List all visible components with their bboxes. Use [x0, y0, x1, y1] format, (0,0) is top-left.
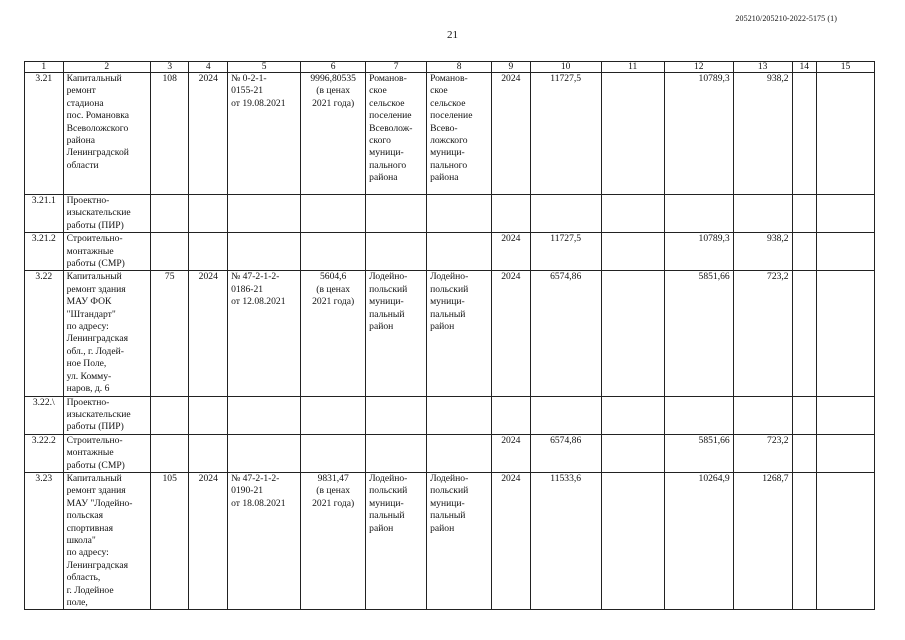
customer-cell: Лодейно- польский муници- пальный район [366, 472, 427, 609]
item-number-cell: 3.21.1 [25, 195, 64, 233]
capacity-cell [150, 396, 189, 434]
funding-year-cell: 2024 [492, 73, 531, 195]
developer-cell [427, 396, 492, 434]
regional-budget-cell: 5851,66 [664, 271, 733, 396]
column-15-cell [816, 396, 874, 434]
program-table [24, 61, 875, 610]
federal-budget-cell [601, 233, 664, 271]
table-row [25, 472, 875, 609]
funding-year-cell [492, 396, 531, 434]
regional-budget-cell: 10264,9 [664, 472, 733, 609]
item-name-cell: Проектно- изыскательские работы (ПИР) [63, 195, 150, 233]
total-amount-cell: 6574,86 [530, 271, 601, 396]
estimated-cost-cell [301, 233, 366, 271]
column-number: 2 [63, 62, 150, 73]
developer-cell [427, 195, 492, 233]
local-budget-cell: 938,2 [733, 233, 792, 271]
expertise-conclusion-cell: № 47-2-1-2- 0190-21 от 18.08.2021 [228, 472, 301, 609]
total-amount-cell [530, 195, 601, 233]
year-cell: 2024 [189, 73, 228, 195]
column-15-cell [816, 233, 874, 271]
item-name-cell: Капитальный ремонт стадиона пос. Романовка Всеволожского района Ленинградской области [63, 73, 150, 195]
estimated-cost-cell: 5604,6 (в ценах 2021 года) [301, 271, 366, 396]
item-name-cell: Капитальный ремонт здания МАУ ФОК "Штандарт" по адресу: Ленинградская обл., г. Лодей- ное Поле, ул. Комму- наров, д. 6 [63, 271, 150, 396]
funding-year-cell: 2024 [492, 472, 531, 609]
year-cell [189, 195, 228, 233]
column-14-cell [792, 472, 816, 609]
expertise-conclusion-cell [228, 233, 301, 271]
total-amount-cell: 11533,6 [530, 472, 601, 609]
item-name-cell: Проектно- изыскательские работы (ПИР) [63, 396, 150, 434]
column-number: 13 [733, 62, 792, 73]
column-number: 7 [366, 62, 427, 73]
expertise-conclusion-cell [228, 396, 301, 434]
developer-cell: Лодейно- польский муници- пальный район [427, 271, 492, 396]
federal-budget-cell [601, 472, 664, 609]
table-row [25, 434, 875, 472]
expertise-conclusion-cell [228, 434, 301, 472]
customer-cell: Лодейно- польский муници- пальный район [366, 271, 427, 396]
column-number: 6 [301, 62, 366, 73]
total-amount-cell: 11727,5 [530, 233, 601, 271]
federal-budget-cell [601, 195, 664, 233]
federal-budget-cell [601, 396, 664, 434]
regional-budget-cell: 5851,66 [664, 434, 733, 472]
federal-budget-cell [601, 271, 664, 396]
funding-year-cell: 2024 [492, 434, 531, 472]
column-14-cell [792, 434, 816, 472]
developer-cell [427, 434, 492, 472]
column-number: 15 [816, 62, 874, 73]
funding-year-cell: 2024 [492, 233, 531, 271]
funding-year-cell [492, 195, 531, 233]
column-number: 14 [792, 62, 816, 73]
capacity-cell: 108 [150, 73, 189, 195]
customer-cell [366, 396, 427, 434]
year-cell [189, 396, 228, 434]
year-cell [189, 233, 228, 271]
customer-cell [366, 434, 427, 472]
year-cell: 2024 [189, 271, 228, 396]
table-row [25, 195, 875, 233]
column-15-cell [816, 195, 874, 233]
capacity-cell [150, 434, 189, 472]
column-number: 10 [530, 62, 601, 73]
developer-cell [427, 233, 492, 271]
total-amount-cell [530, 396, 601, 434]
estimated-cost-cell [301, 195, 366, 233]
column-number: 5 [228, 62, 301, 73]
capacity-cell [150, 233, 189, 271]
total-amount-cell: 11727,5 [530, 73, 601, 195]
local-budget-cell: 1268,7 [733, 472, 792, 609]
regional-budget-cell: 10789,3 [664, 73, 733, 195]
document-id: 205210/205210-2022-5175 (1) [735, 14, 837, 23]
estimated-cost-cell [301, 396, 366, 434]
local-budget-cell: 938,2 [733, 73, 792, 195]
item-number-cell: 3.22 [25, 271, 64, 396]
column-15-cell [816, 271, 874, 396]
item-number-cell: 3.22.\ [25, 396, 64, 434]
capacity-cell: 75 [150, 271, 189, 396]
item-name-cell: Капитальный ремонт здания МАУ "Лодейно- польская спортивная школа" по адресу: Ленинградская область, г. Лодейное поле, [63, 472, 150, 609]
table-row [25, 271, 875, 396]
estimated-cost-cell [301, 434, 366, 472]
capacity-cell [150, 195, 189, 233]
column-15-cell [816, 434, 874, 472]
expertise-conclusion-cell: № 47-2-1-2- 0186-21 от 12.08.2021 [228, 271, 301, 396]
regional-budget-cell [664, 396, 733, 434]
estimated-cost-cell: 9996,80535 (в ценах 2021 года) [301, 73, 366, 195]
column-15-cell [816, 472, 874, 609]
column-number-row [25, 62, 875, 73]
year-cell: 2024 [189, 472, 228, 609]
funding-year-cell: 2024 [492, 271, 531, 396]
item-name-cell: Строительно- монтажные работы (СМР) [63, 434, 150, 472]
regional-budget-cell [664, 195, 733, 233]
column-number: 11 [601, 62, 664, 73]
item-number-cell: 3.21.2 [25, 233, 64, 271]
developer-cell: Лодейно- польский муници- пальный район [427, 472, 492, 609]
column-number: 12 [664, 62, 733, 73]
column-14-cell [792, 233, 816, 271]
federal-budget-cell [601, 434, 664, 472]
column-14-cell [792, 195, 816, 233]
column-number: 4 [189, 62, 228, 73]
regional-budget-cell: 10789,3 [664, 233, 733, 271]
column-number: 1 [25, 62, 64, 73]
page-number: 21 [447, 29, 458, 41]
column-14-cell [792, 73, 816, 195]
column-14-cell [792, 271, 816, 396]
local-budget-cell: 723,2 [733, 434, 792, 472]
item-number-cell: 3.21 [25, 73, 64, 195]
column-number: 8 [427, 62, 492, 73]
item-number-cell: 3.22.2 [25, 434, 64, 472]
column-15-cell [816, 73, 874, 195]
item-name-cell: Строительно- монтажные работы (СМР) [63, 233, 150, 271]
capacity-cell: 105 [150, 472, 189, 609]
local-budget-cell: 723,2 [733, 271, 792, 396]
total-amount-cell: 6574,86 [530, 434, 601, 472]
customer-cell [366, 233, 427, 271]
table-row [25, 73, 875, 195]
item-number-cell: 3.23 [25, 472, 64, 609]
developer-cell: Романов- ское сельское поселение Всево- ложского муници- пального района [427, 73, 492, 195]
column-number: 9 [492, 62, 531, 73]
estimated-cost-cell: 9831,47 (в ценах 2021 года) [301, 472, 366, 609]
customer-cell: Романов- ское сельское поселение Всеволож- ского муници- пального района [366, 73, 427, 195]
column-number: 3 [150, 62, 189, 73]
customer-cell [366, 195, 427, 233]
federal-budget-cell [601, 73, 664, 195]
year-cell [189, 434, 228, 472]
local-budget-cell [733, 396, 792, 434]
table-row [25, 233, 875, 271]
expertise-conclusion-cell [228, 195, 301, 233]
expertise-conclusion-cell: № 0-2-1- 0155-21 от 19.08.2021 [228, 73, 301, 195]
column-14-cell [792, 396, 816, 434]
table-row [25, 396, 875, 434]
local-budget-cell [733, 195, 792, 233]
